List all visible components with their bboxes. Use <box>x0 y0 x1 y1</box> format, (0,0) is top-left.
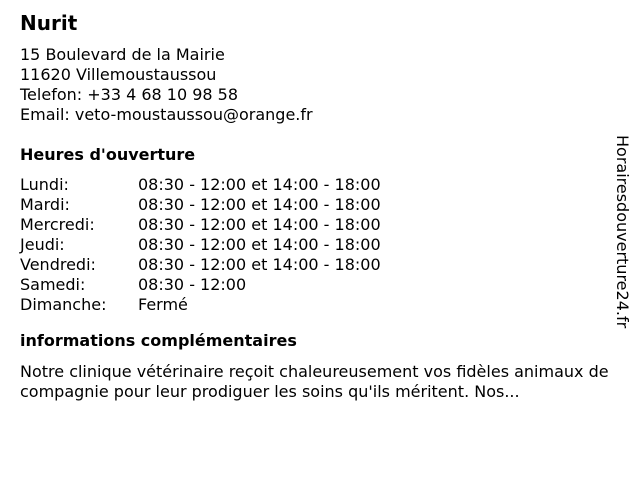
day-hours: 08:30 - 12:00 et 14:00 - 18:00 <box>138 235 381 254</box>
hours-row-thursday <box>20 235 610 255</box>
hours-table <box>20 175 610 315</box>
day-hours: 08:30 - 12:00 et 14:00 - 18:00 <box>138 215 381 234</box>
info-heading: informations complémentaires <box>20 331 297 350</box>
site-watermark: Horairesdouverture24.fr <box>613 135 632 329</box>
hours-row-tuesday <box>20 195 610 215</box>
address-street: 15 Boulevard de la Mairie <box>20 45 225 64</box>
day-hours: 08:30 - 12:00 et 14:00 - 18:00 <box>138 195 381 214</box>
day-hours: Fermé <box>138 295 188 314</box>
email-line: Email: veto-moustaussou@orange.fr <box>20 105 313 124</box>
hours-row-friday <box>20 255 610 275</box>
phone-line: Telefon: +33 4 68 10 98 58 <box>20 85 239 104</box>
hours-row-sunday <box>20 295 610 315</box>
business-name: Nurit <box>20 11 78 35</box>
day-hours: 08:30 - 12:00 et 14:00 - 18:00 <box>138 175 381 194</box>
day-label: Vendredi: <box>20 255 96 274</box>
day-hours: 08:30 - 12:00 <box>138 275 247 294</box>
hours-row-monday <box>20 175 610 195</box>
hours-row-saturday <box>20 275 610 295</box>
info-description: Notre clinique vétérinaire reçoit chaleureusement vos fidèles animaux de compagnie pour leur prodiguer les soins qu'ils méritent. Nos... <box>20 362 609 401</box>
day-label: Mardi: <box>20 195 70 214</box>
day-label: Jeudi: <box>20 235 65 254</box>
hours-heading: Heures d'ouverture <box>20 145 196 164</box>
day-label: Lundi: <box>20 175 69 194</box>
day-hours: 08:30 - 12:00 et 14:00 - 18:00 <box>138 255 381 274</box>
day-label: Mercredi: <box>20 215 95 234</box>
day-label: Samedi: <box>20 275 86 294</box>
hours-row-wednesday <box>20 215 610 235</box>
day-label: Dimanche: <box>20 295 107 314</box>
address-city: 11620 Villemoustaussou <box>20 65 217 84</box>
business-card <box>20 10 610 402</box>
